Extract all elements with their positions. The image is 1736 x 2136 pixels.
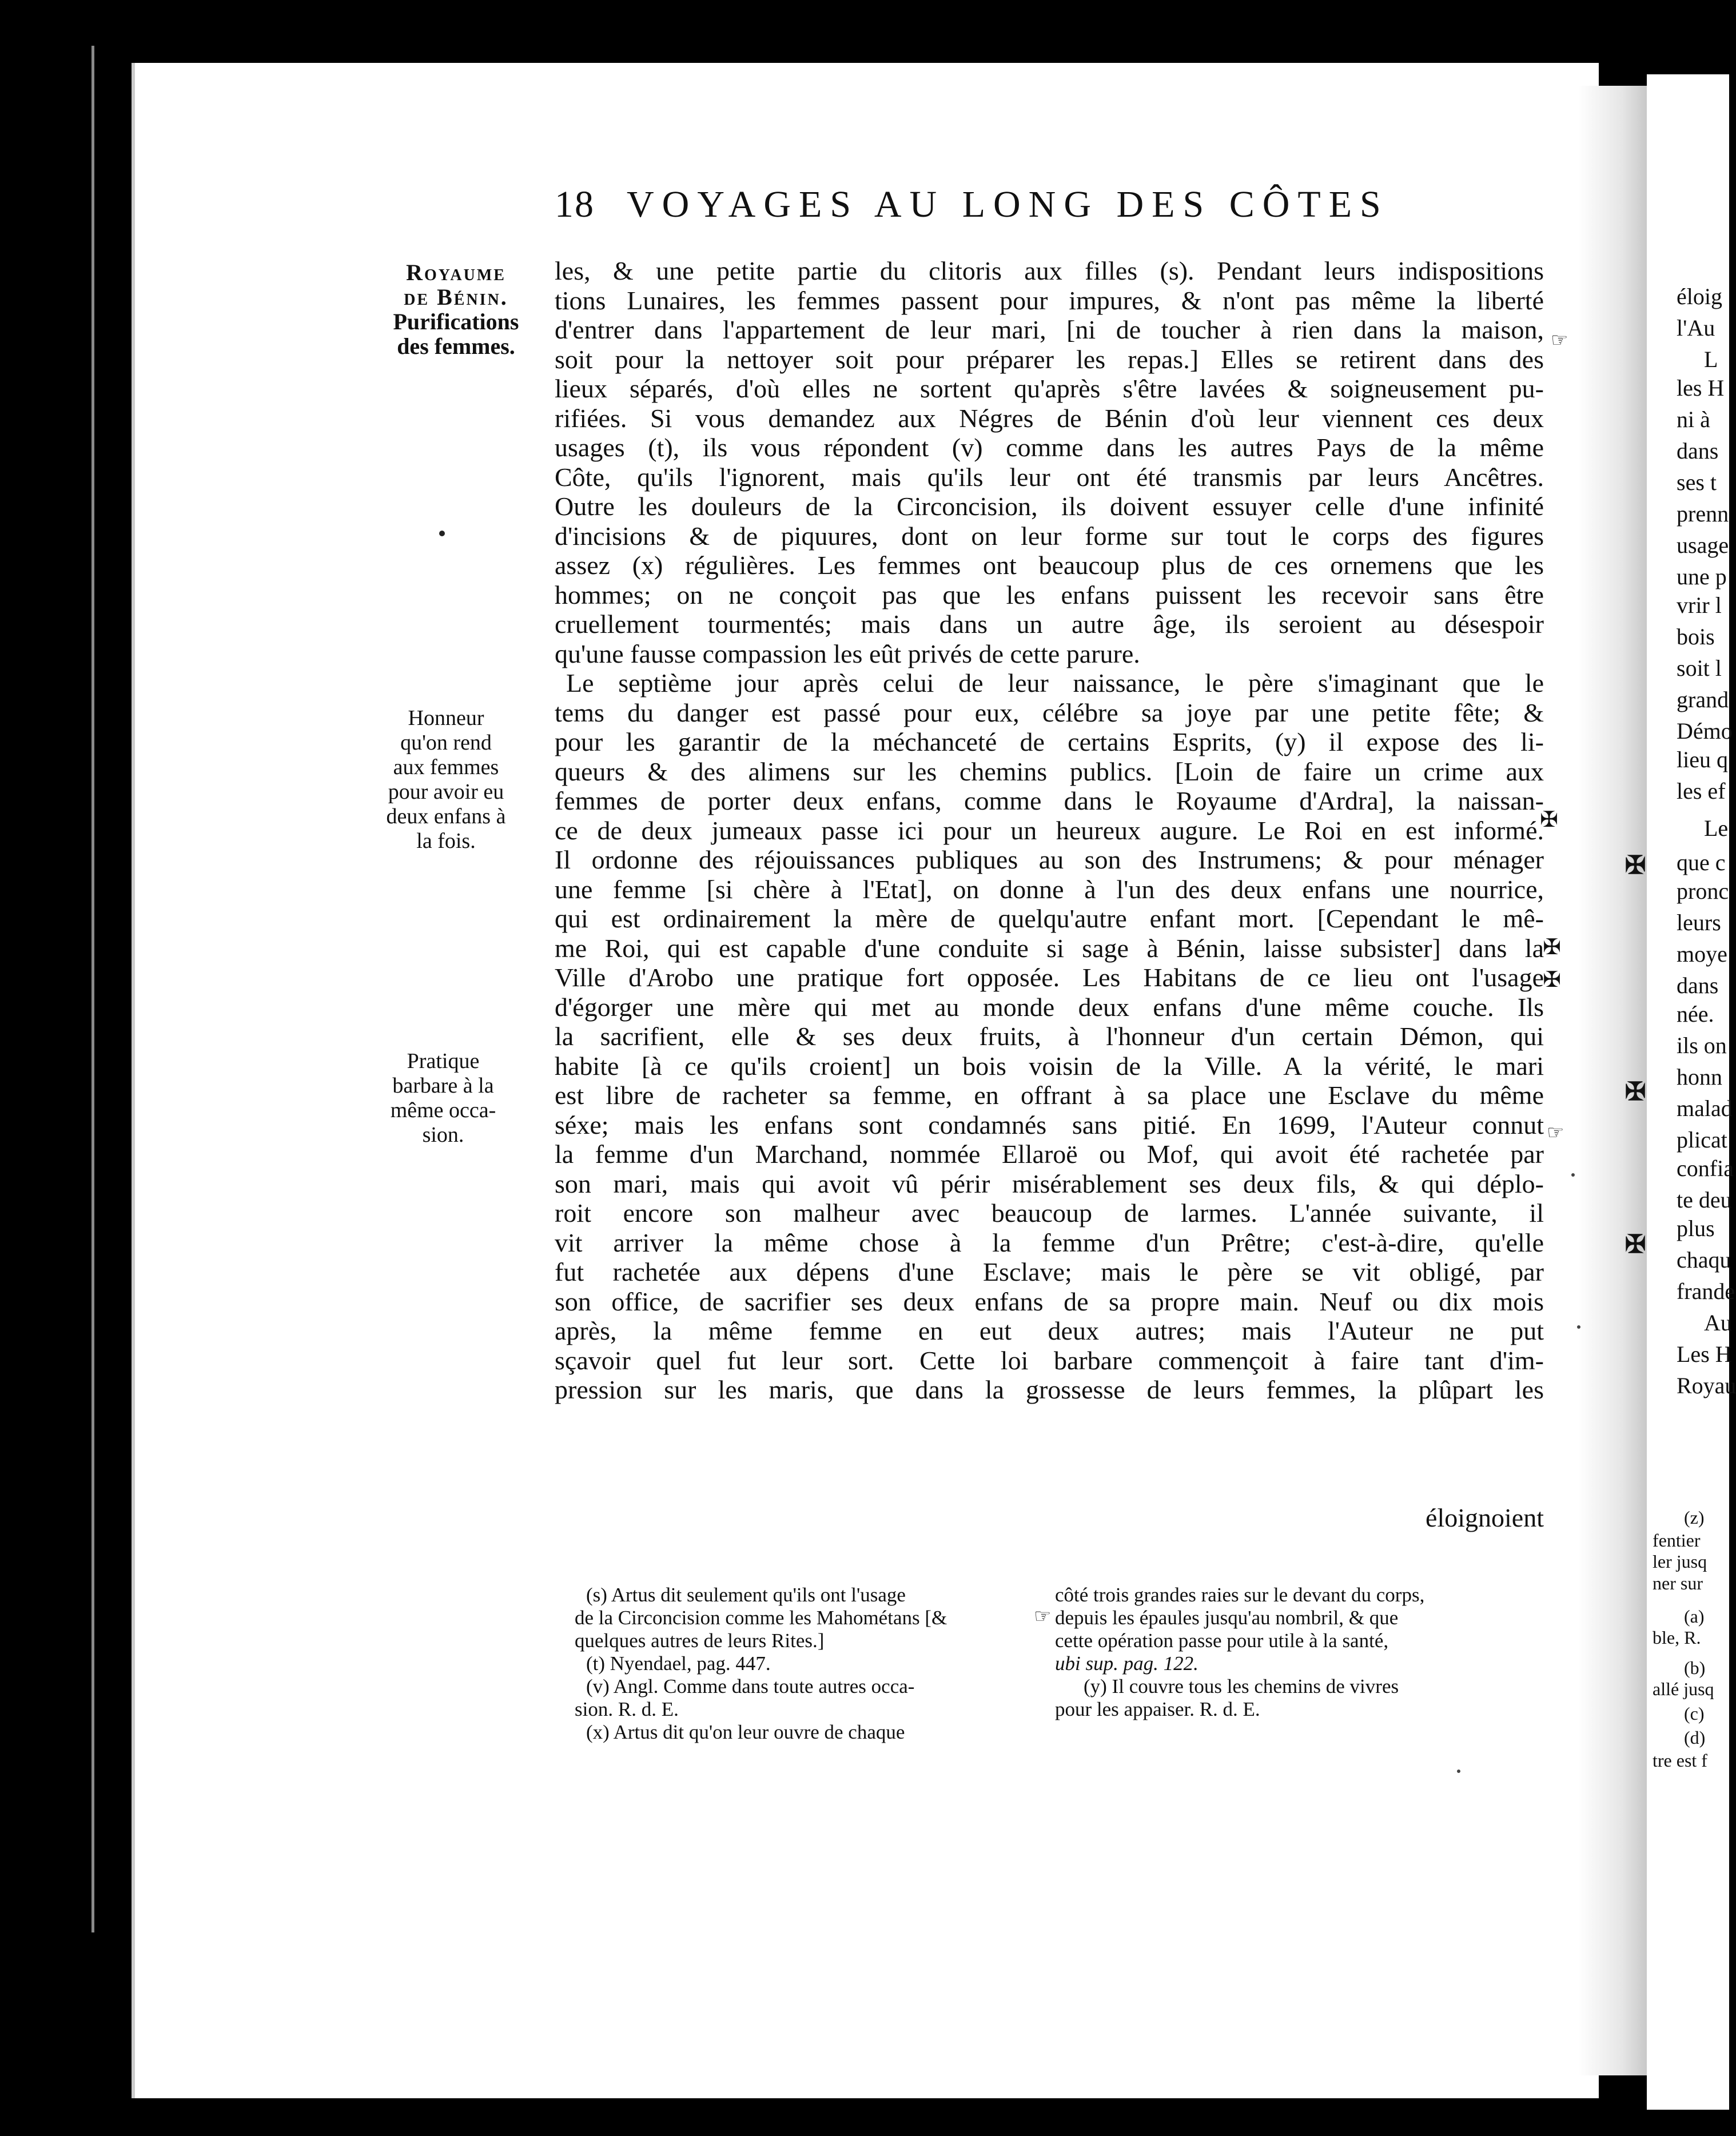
facing-text-fragment: Au	[1704, 1310, 1732, 1336]
text-line: fut rachetée aux dépens d'une Esclave; mais le père se vit obligé, par	[555, 1257, 1544, 1286]
facing-text-fragment: moye	[1677, 941, 1727, 967]
facing-text-fragment: grand	[1677, 687, 1729, 712]
text-line: Côte, qu'ils l'ignorent, mais qu'ils leur ont été transmis par leurs Ancêtres.	[555, 462, 1544, 492]
facing-footnote-fragment: fentier	[1653, 1530, 1701, 1551]
text-line: femmes de porter deux enfans, comme dans le Royaume d'Ardra], la naissan-	[555, 786, 1544, 815]
margin-note-line: qu'on rend	[400, 731, 492, 755]
text-line: son mari, mais qui avoit vû périr misérablement ses deux fils, & qui déplo-	[555, 1169, 1544, 1198]
footnote-line: cette opération passe pour utile à la santé,	[1055, 1629, 1389, 1652]
margin-note-line: des femmes.	[397, 333, 515, 359]
text-line: séxe; mais les enfans sont condamnés sans pitié. En 1699, l'Auteur connut	[555, 1110, 1544, 1139]
text-line: roit encore son malheur avec beaucoup de larmes. L'année suivante, il	[555, 1198, 1544, 1228]
facing-footnote-fragment: (c)	[1684, 1703, 1705, 1724]
facing-text-fragment: L	[1704, 346, 1718, 372]
margin-note-line: de Bénin.	[404, 284, 508, 310]
text-line: habite [à ce qu'ils croient] un bois voisin de la Ville. A la vérité, le mari	[555, 1051, 1544, 1081]
footnote-line: depuis les épaules jusqu'au nombril, & que	[1055, 1607, 1399, 1629]
footnote-line: de la Circoncision comme les Mahométans [&	[575, 1607, 947, 1629]
margin-note-line: Pratique	[407, 1049, 480, 1073]
facing-text-fragment: honn	[1677, 1064, 1722, 1090]
facing-text-fragment: leurs	[1677, 910, 1721, 935]
text-line: vit arriver la même chose à la femme d'un Prêtre; c'est-à-dire, qu'elle	[555, 1228, 1544, 1257]
margin-note-line: même occa-	[390, 1098, 496, 1122]
text-line: usages (t), ils vous répondent (v) comme dans les autres Pays de la même	[555, 433, 1544, 462]
cross-pointer-icon: ✠	[1543, 968, 1561, 992]
pointing-hand-icon: ☞	[1547, 1122, 1564, 1143]
cross-pointer-icon: ✠	[1540, 808, 1558, 832]
facing-text-fragment: vrir l	[1677, 592, 1722, 618]
text-line: qu'une fausse compassion les eût privés de cette parure.	[555, 639, 1140, 668]
footnote-line: (y) Il couvre tous les chemins de vivres	[1084, 1675, 1399, 1697]
text-line: sçavoir quel fut leur sort. Cette loi barbare commençoit à faire tant d'im-	[555, 1345, 1544, 1375]
text-line: d'égorger une mère qui met au monde deux enfans d'une même couche. Ils	[555, 992, 1544, 1022]
facing-text-fragment: usage	[1677, 532, 1729, 558]
facing-text-fragment: les ef	[1677, 778, 1726, 804]
text-line: qui est ordinairement la mère de quelqu'autre enfant mort. [Cependant le mê-	[555, 904, 1544, 933]
text-line: ce de deux jumeaux passe ici pour un heureux augure. Le Roi en est informé.	[555, 815, 1544, 845]
facing-text-fragment: prenn	[1677, 501, 1729, 527]
margin-note-line: aux femmes	[393, 755, 499, 779]
facing-text-fragment: soit l	[1677, 655, 1722, 681]
ink-speck	[1457, 1770, 1460, 1773]
facing-text-fragment: bois	[1677, 624, 1715, 649]
catchword: éloignoient	[1426, 1503, 1544, 1532]
facing-text-fragment: Les H	[1677, 1341, 1732, 1367]
footnote-line: (x) Artus dit qu'on leur ouvre de chaque	[586, 1721, 905, 1743]
facing-footnote-fragment: (b)	[1684, 1657, 1706, 1678]
text-line: après, la même femme en eut deux autres; mais l'Auteur ne put	[555, 1316, 1544, 1345]
text-line: d'incisions & de piquures, dont on leur forme sur tout le corps des figures	[555, 521, 1544, 551]
facing-text-fragment: née.	[1677, 1001, 1714, 1027]
facing-footnote-fragment: ler jusq	[1653, 1551, 1707, 1572]
facing-cross-icon: ✠	[1624, 851, 1646, 879]
text-line: cruellement tourmentés; mais dans un autre âge, ils seroient au désespoir	[555, 609, 1544, 639]
text-line: soit pour la nettoyer soit pour préparer les repas.] Elles se retirent dans des	[555, 344, 1544, 374]
page-number: 18	[555, 184, 595, 225]
facing-text-fragment: chaqu	[1677, 1247, 1731, 1273]
margin-note-line: Purifications	[393, 309, 519, 334]
facing-text-fragment: que c	[1677, 850, 1726, 875]
footnote-line: côté trois grandes raies sur le devant du corps,	[1055, 1584, 1425, 1606]
text-line: hommes; on ne conçoit pas que les enfans puissent les recevoir sans être	[555, 580, 1544, 609]
text-line: me Roi, qui est capable d'une conduite si sage à Bénin, laisse subsister] dans la	[555, 933, 1544, 963]
facing-text-fragment: te deu	[1677, 1187, 1732, 1213]
facing-footnote-fragment: ner sur	[1653, 1573, 1703, 1593]
text-line: Il ordonne des réjouissances publiques au son des Instrumens; & pour ménager	[555, 845, 1544, 874]
running-title: VOYAGES AU LONG DES CÔTES	[627, 184, 1389, 225]
facing-text-fragment: l'Au	[1677, 315, 1715, 341]
text-line: tems du danger est passé pour eux, célébre sa joye par une petite fête; &	[555, 698, 1544, 727]
margin-note-line: sion.	[422, 1123, 464, 1147]
text-line: lieux séparés, d'où elles ne sortent qu'après s'être lavées & soigneusement pu-	[555, 374, 1544, 403]
facing-footnote-fragment: (d)	[1684, 1727, 1706, 1748]
text-line: pression sur les maris, que dans la grossesse de leurs femmes, la plûpart les	[555, 1375, 1544, 1404]
facing-footnote-fragment: (z)	[1684, 1507, 1705, 1528]
text-line: la sacrifient, elle & ses deux fruits, à l'honneur d'un certain Démon, qui	[555, 1022, 1544, 1051]
footnote-line: ubi sup. pag. 122.	[1055, 1652, 1199, 1675]
facing-text-fragment: ils on	[1677, 1033, 1727, 1058]
facing-text-fragment: Royau	[1677, 1373, 1736, 1398]
text-line: tions Lunaires, les femmes passent pour impures, & n'ont pas même la liberté	[555, 285, 1544, 315]
facing-text-fragment: Démo	[1677, 718, 1733, 744]
facing-text-fragment: frande	[1677, 1278, 1735, 1304]
margin-note-line: barbare à la	[392, 1074, 494, 1098]
binding-edge	[91, 46, 94, 1932]
margin-note-line: deux enfans à	[386, 804, 506, 828]
margin-note-honneur	[372, 706, 520, 854]
footnote-line: sion. R. d. E.	[575, 1698, 679, 1720]
running-header	[555, 183, 1492, 234]
facing-footnote-fragment: ble, R.	[1653, 1627, 1701, 1648]
margin-note-line: Royaume	[406, 260, 506, 285]
text-line: est libre de racheter sa femme, en offrant à sa place une Esclave du même	[555, 1081, 1544, 1110]
margin-bullet	[439, 531, 445, 536]
facing-text-fragment: Le	[1704, 815, 1729, 841]
footnote-line: (s) Artus dit seulement qu'ils ont l'usage	[586, 1584, 906, 1606]
footnotes-right-column	[1055, 1584, 1544, 1721]
facing-footnote-fragment: allé jusq	[1653, 1679, 1714, 1699]
text-line: assez (x) régulières. Les femmes ont beaucoup plus de ces ornemens que les	[555, 551, 1544, 580]
facing-text-fragment: dans	[1677, 973, 1719, 998]
cross-pointer-icon: ✠	[1543, 935, 1561, 959]
text-line: une femme [si chère à l'Etat], on donne à l'un des deux enfans une nourrice,	[555, 874, 1544, 904]
facing-text-fragment: lieu q	[1677, 747, 1728, 772]
facing-text-fragment: ni à	[1677, 407, 1710, 432]
facing-footnote-fragment: tre est f	[1653, 1750, 1707, 1771]
footnote-line: (t) Nyendael, pag. 447.	[586, 1652, 771, 1675]
margin-note-line: la fois.	[416, 829, 476, 853]
footnotes-left-column	[575, 1584, 1038, 1744]
text-line: pour les garantir de la méchanceté de certains Esprits, (y) il expose des li-	[555, 727, 1544, 756]
facing-text-fragment: ses t	[1677, 469, 1717, 495]
margin-note-line: Honneur	[408, 706, 484, 730]
text-line: Le septième jour après celui de leur naissance, le père s'imaginant que le	[566, 668, 1544, 698]
facing-text-fragment: dans	[1677, 438, 1719, 464]
facing-text-fragment: plicat	[1677, 1127, 1727, 1153]
facing-cross-icon: ✠	[1624, 1230, 1646, 1258]
text-line: la femme d'un Marchand, nommée Ellaroë ou Mof, qui avoit été rachetée par	[555, 1139, 1544, 1169]
facing-text-fragment: confia	[1677, 1155, 1734, 1181]
facing-text-fragment: une p	[1677, 564, 1727, 589]
pointing-hand-icon: ☞	[1034, 1606, 1052, 1627]
facing-text-fragment: pronc	[1677, 878, 1729, 904]
facing-cross-icon: ✠	[1624, 1078, 1646, 1106]
text-line: Ville d'Arobo une pratique fort opposée. Les Habitans de ce lieu ont l'usage	[555, 963, 1544, 992]
text-line: queurs & des alimens sur les chemins publics. [Loin de faire un crime aux	[555, 756, 1544, 786]
main-text-block	[555, 256, 1544, 1405]
footnote-line: (v) Angl. Comme dans toute autres occa-	[586, 1675, 915, 1697]
facing-text-fragment: plus	[1677, 1216, 1715, 1241]
ink-speck	[1577, 1325, 1580, 1329]
text-line: les, & une petite partie du clitoris aux filles (s). Pendant leurs indispositions	[555, 256, 1544, 285]
text-line: rifiées. Si vous demandez aux Négres de Bénin d'où leur viennent ces deux	[555, 403, 1544, 433]
pointing-hand-icon: ☞	[1551, 330, 1568, 351]
footnote-line: pour les appaiser. R. d. E.	[1055, 1698, 1260, 1720]
text-line: son office, de sacrifier ses deux enfans de sa propre main. Neuf ou dix mois	[555, 1286, 1544, 1316]
text-line: d'entrer dans l'appartement de leur mari, [ni de toucher à rien dans la maison,	[555, 315, 1544, 344]
footnote-line: quelques autres de leurs Rites.]	[575, 1629, 825, 1652]
margin-note-royaume	[377, 260, 535, 358]
facing-text-fragment: les H	[1677, 375, 1725, 401]
margin-note-line: pour avoir eu	[388, 780, 504, 804]
text-line: Outre les douleurs de la Circoncision, ils doivent essuyer celle d'une infinité	[555, 492, 1544, 521]
ink-speck	[1571, 1173, 1575, 1177]
margin-note-pratique	[372, 1049, 515, 1147]
facing-text-fragment: malad	[1677, 1095, 1733, 1121]
facing-footnote-fragment: (a)	[1684, 1606, 1705, 1627]
facing-text-fragment: éloig	[1677, 284, 1722, 309]
